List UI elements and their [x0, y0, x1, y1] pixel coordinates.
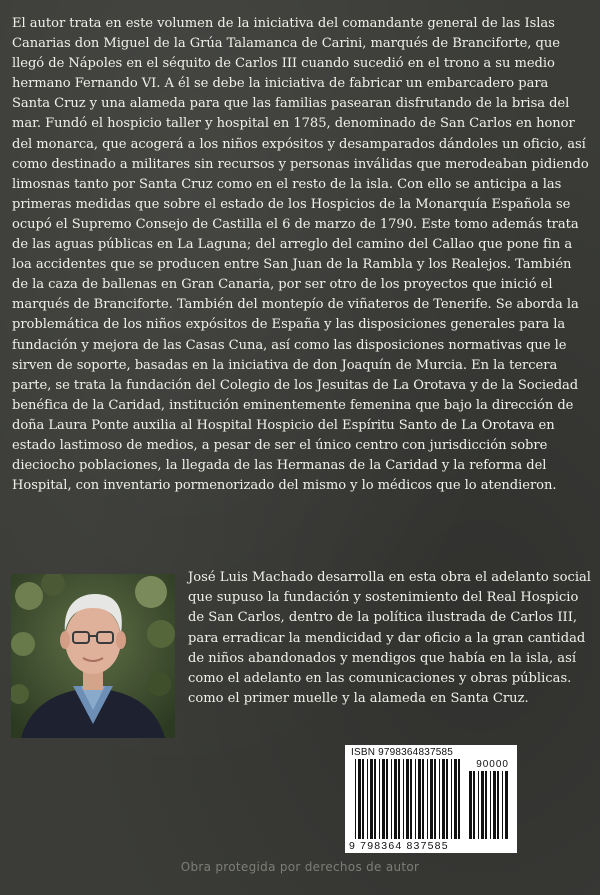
barcode-bar	[370, 759, 373, 839]
barcode-bar	[394, 759, 397, 839]
barcode-bar	[418, 759, 421, 839]
barcode-bar	[505, 771, 508, 839]
copyright-notice: Obra protegida por derechos de autor	[180, 860, 420, 874]
barcode-bar	[439, 759, 440, 839]
barcode-bar	[358, 759, 361, 839]
barcode-bar	[398, 759, 400, 839]
isbn-label: ISBN 9798364837585	[351, 747, 454, 758]
barcode-bar	[446, 759, 448, 839]
barcode-bar	[473, 771, 475, 839]
barcode-bar	[485, 771, 487, 839]
price-code: 90000	[476, 759, 509, 770]
barcode-bar	[406, 759, 409, 839]
barcode-bar	[386, 759, 388, 839]
barcode-bar	[427, 759, 428, 839]
barcode-bar	[415, 759, 416, 839]
barcode-bar	[422, 759, 424, 839]
barcode-bar	[451, 759, 452, 839]
isbn-barcode-box	[345, 745, 517, 853]
barcode-bar	[391, 759, 392, 839]
barcode-bar	[458, 759, 460, 839]
barcode-bar	[379, 759, 380, 839]
barcode-bar	[403, 759, 404, 839]
barcode-bar	[481, 771, 484, 839]
barcode-bar	[493, 771, 496, 839]
barcode-bar	[430, 759, 433, 839]
barcode-bar	[355, 759, 356, 839]
barcode-bar	[490, 771, 491, 839]
ean-digits: 9 798364 837585	[349, 840, 449, 852]
synopsis-text: El autor trata en este volumen de la iniciativa del comandante general de las Islas Canarias don Miguel de la Grúa Talamanca de Carini, marqués de Branciforte, que llegó de Nápoles en el séquito de Carlos III cuando sucedió en el trono a su medio hermano Fernando VI. A él se debe la iniciativa de fabricar un embarcadero para Santa Cruz y una alameda para que las familias pasearan disfrutando de la brisa del mar. Fundó el hospicio taller y hospital en 1785, denominado de San Carlos en honor del monarca, que acogerá a los niños expósitos y desamparados dándoles un oficio, así como destinado a militares sin recursos y personas inválidas que merodeaban pidiendo limosnas tanto por Santa Cruz como en el resto de la isla. Con ello se anticipa a las primeras medidas que sobre el estado de los Hospicios de la Monarquía Española se ocupó el Supremo Consejo de Castilla el 6 de marzo de 1790. Este tomo además trata de las aguas públicas en La Laguna; del arreglo del camino del Callao que pone fin a loa accidentes que se producen entre San Juan de la Rambla y los Realejos. También de la caza de ballenas en Gran Canaria, por ser otro de los proyectos que inició el marqués de Branciforte. También del montepío de viñateros de Tenerife. Se aborda la problemática de los niños expósitos de España y las disposiciones generales para la fundación y mejora de las Casas Cuna, así como las disposiciones normativas que le sirven de soporte, basadas en la iniciativa de don Joaquín de Murcia. En la tercera parte, se trata la fundación del Colegio de los Jesuitas de La Orotava y de la Sociedad benéfica de la Caridad, institución eminentemente femenina que bajo la dirección de doña Laura Ponte auxilia al Hospital Hospicio del Espíritu Santo de La Orotava en estado lastimoso de medios, a pesar de ser el único centro con jurisdicción sobre dieciocho poblaciones, la llegada de las Hermanas de la Caridad y la reforma del Hospital, con inventario pormenorizado del mismo y lo médicos que lo atendieron.	[12, 16, 589, 494]
barcode-bar	[454, 759, 457, 839]
barcode-bar	[502, 771, 503, 839]
author-photo	[11, 574, 175, 738]
barcode-bar	[469, 771, 472, 839]
barcode-bar	[382, 759, 385, 839]
barcode-bar	[367, 759, 368, 839]
barcode-bars-icon	[345, 745, 517, 853]
barcode-bar	[410, 759, 412, 839]
author-bio-text: José Luis Machado desarrolla en esta obra el adelanto social que supuso la fundación y sostenimiento del Real Hospicio de San Carlos, dentro de la política ilustrada de Carlos III, para erradicar la mendicidad y dar oficio a la gran cantidad de niños abandonados y mendigos que había en la isla, así como el adelanto en las comunicaciones y obras públicas. como el primer muelle y la alameda en Santa Cruz.	[188, 570, 591, 707]
barcode-bar	[478, 771, 479, 839]
barcode-bar	[497, 771, 499, 839]
barcode-bar	[374, 759, 376, 839]
barcode-bar	[362, 759, 364, 839]
barcode-bar	[434, 759, 436, 839]
barcode-bar	[442, 759, 445, 839]
author-portrait-image	[11, 574, 175, 738]
